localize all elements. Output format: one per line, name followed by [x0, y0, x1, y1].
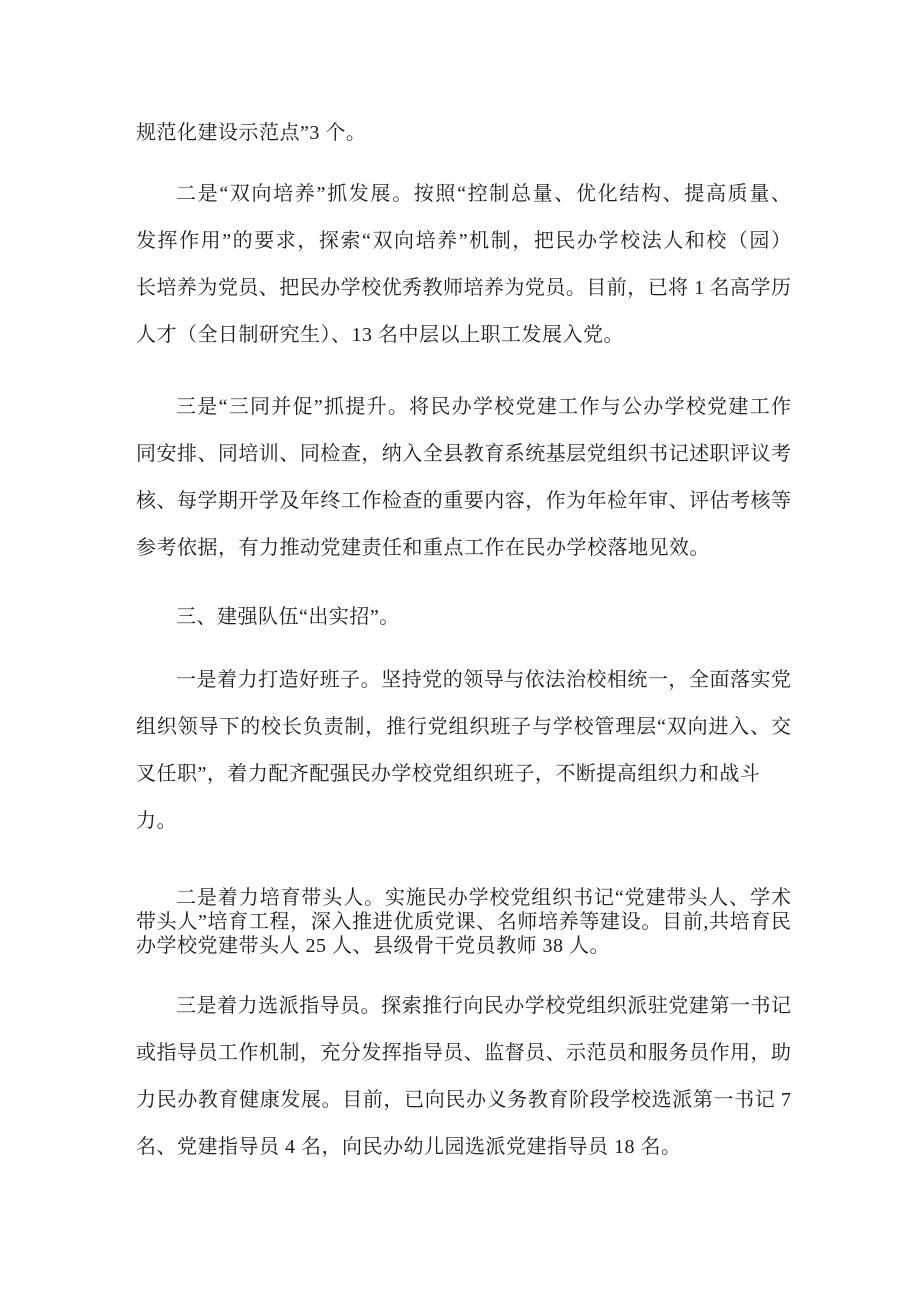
text-line: 叉任职”，着力配齐配强民办学校党组织班子，不断提高组织力和战斗力。: [136, 763, 761, 832]
paragraph: [136, 983, 791, 1171]
text-line: 二是“双向培养”抓发展。按照“控制总量、优化结构、提高质量、: [176, 183, 791, 205]
text-line: 长培养为党员、把民办学校优秀教师培养为党员。目前，已将 1 名高学历: [136, 277, 791, 299]
paragraph-continuation: [136, 110, 791, 157]
text-line: 规范化建设示范点”3 个。: [136, 122, 367, 144]
paragraph: [136, 384, 791, 572]
text-line: 二是着力培育带头人。实施民办学校党组织书记“党建带头人、学术: [176, 887, 791, 909]
text-line: 三是着力选派指导员。探索推行向民办学校党组织派驻党建第一书记: [176, 995, 791, 1017]
text-line: 核、每学期开学及年终工作检查的重要内容，作为年检年审、评估考核等: [136, 490, 791, 512]
text-line: 发挥作用”的要求，探索“双向培养”机制，把民办学校法人和校（园）: [136, 230, 791, 252]
paragraph: [136, 657, 791, 845]
text-line: 一是着力打造好班子。坚持党的领导与依法治校相统一，全面落实党: [176, 669, 791, 691]
text-line: 或指导员工作机制，充分发挥指导员、监督员、示范员和服务员作用，助: [136, 1042, 791, 1064]
text-line: 名、党建指导员 4 名，向民办幼儿园选派党建指导员 18 名。: [136, 1136, 682, 1158]
text-line: 人才（全日制研究生）、13 名中层以上职工发展入党。: [136, 324, 624, 346]
text-line: 同安排、同培训、同检查，纳入全县教育系统基层党组织书记述职评议考: [136, 443, 791, 465]
text-line: 三是“三同并促”抓提升。将民办学校党建工作与公办学校党建工作: [176, 396, 791, 418]
text-line: 参考依据，有力推动党建责任和重点工作在民办学校落地见效。: [136, 537, 710, 559]
paragraph: [136, 886, 791, 958]
text-line: 力民办教育健康发展。目前，已向民办义务教育阶段学校选派第一书记 7: [136, 1089, 791, 1111]
text-line: 办学校党建带头人 25 人、县级骨干党员教师 38 人。: [136, 935, 610, 957]
heading-line: 三、建强队伍“出实招”。: [176, 606, 400, 628]
section-heading: [136, 594, 791, 641]
paragraph: [136, 171, 791, 359]
text-line: 带头人”培育工程，深入推进优质党课、名师培养等建设。目前,共培育民: [136, 911, 791, 933]
text-line: 组织领导下的校长负责制，推行党组织班子与学校管理层“双向进入、交: [136, 716, 791, 738]
